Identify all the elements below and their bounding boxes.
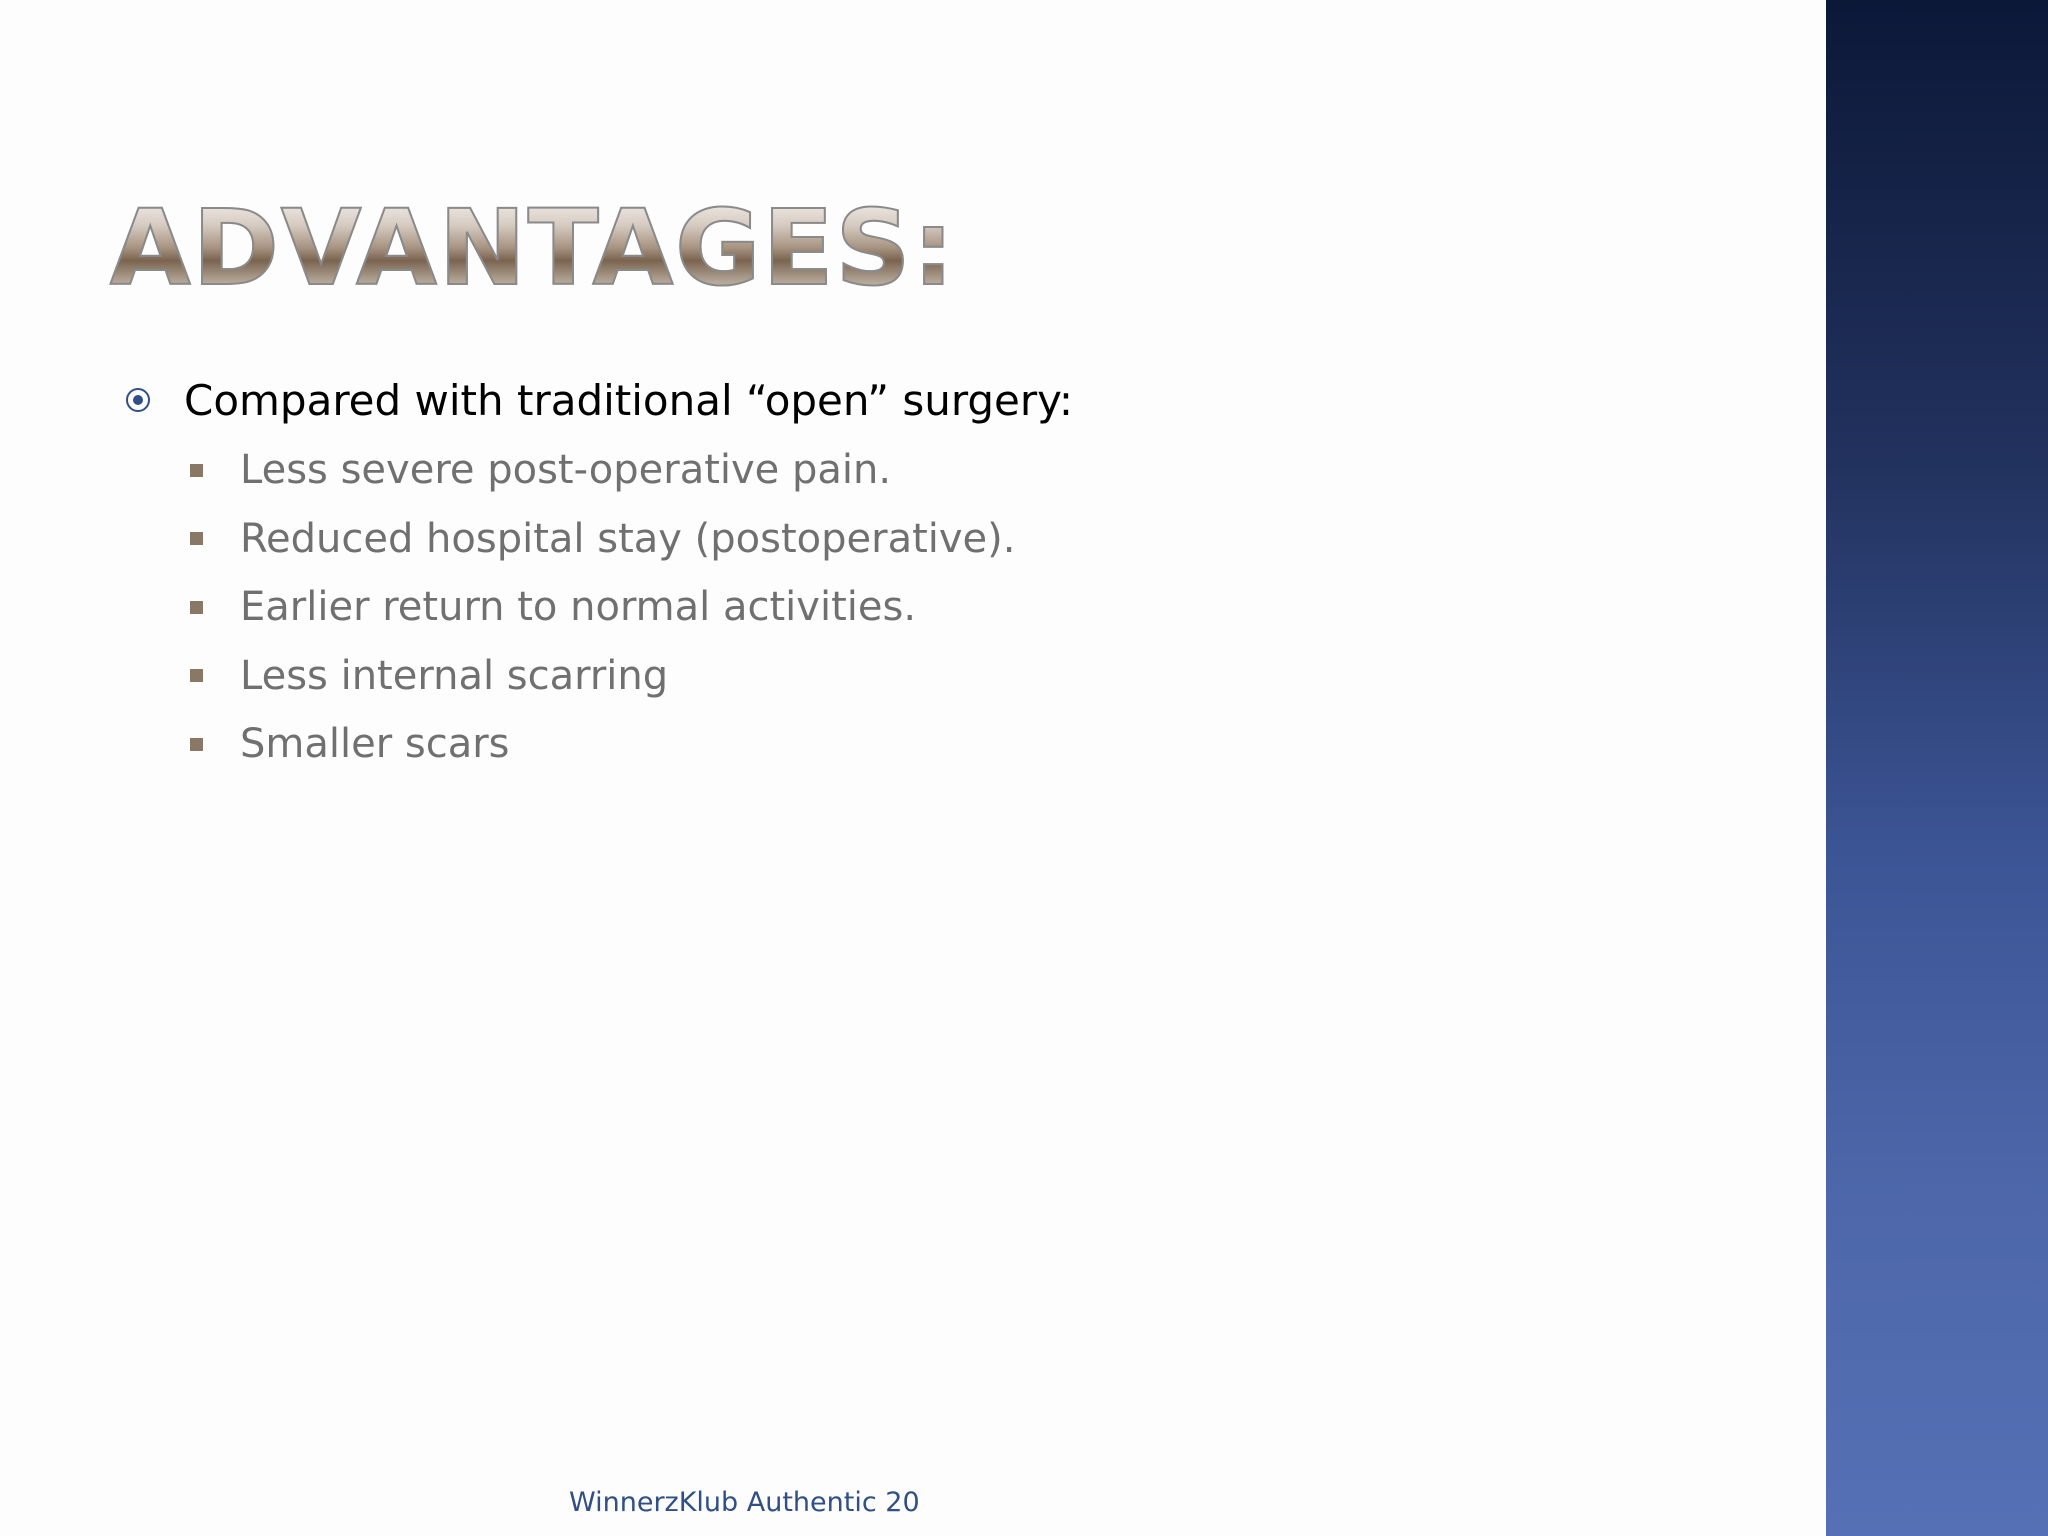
square-bullet-icon <box>190 464 203 477</box>
square-bullet-icon <box>190 669 203 682</box>
sub-bullet-item <box>190 642 1720 711</box>
sub-bullet-item <box>190 436 1720 505</box>
square-bullet-icon <box>190 601 203 614</box>
sub-bullet-item <box>190 505 1720 574</box>
bullet-item <box>120 368 1720 432</box>
sub-bullet-item <box>190 710 1720 779</box>
sub-bullet-text: Earlier return to normal activities. <box>240 584 917 631</box>
sub-bullet-text: Smaller scars <box>240 721 510 768</box>
bullet-text: Compared with traditional “open” surgery: <box>184 375 1074 425</box>
target-circle-icon <box>126 388 150 412</box>
sub-bullet-text: Less internal scarring <box>240 652 669 699</box>
sub-bullet-text: Less severe post-operative pain. <box>240 447 892 494</box>
slide-title: ADVANTAGES: <box>110 187 957 309</box>
square-bullet-icon <box>190 532 203 545</box>
sidebar-gradient-panel <box>1826 0 2048 1536</box>
slide-footer: WinnerzKlub Authentic 20 <box>569 1487 920 1518</box>
sub-bullet-item <box>190 573 1720 642</box>
sub-bullet-list <box>120 436 1720 779</box>
square-bullet-icon <box>190 738 203 751</box>
sub-bullet-text: Reduced hospital stay (postoperative). <box>240 515 1016 562</box>
slide-content <box>120 368 1720 779</box>
